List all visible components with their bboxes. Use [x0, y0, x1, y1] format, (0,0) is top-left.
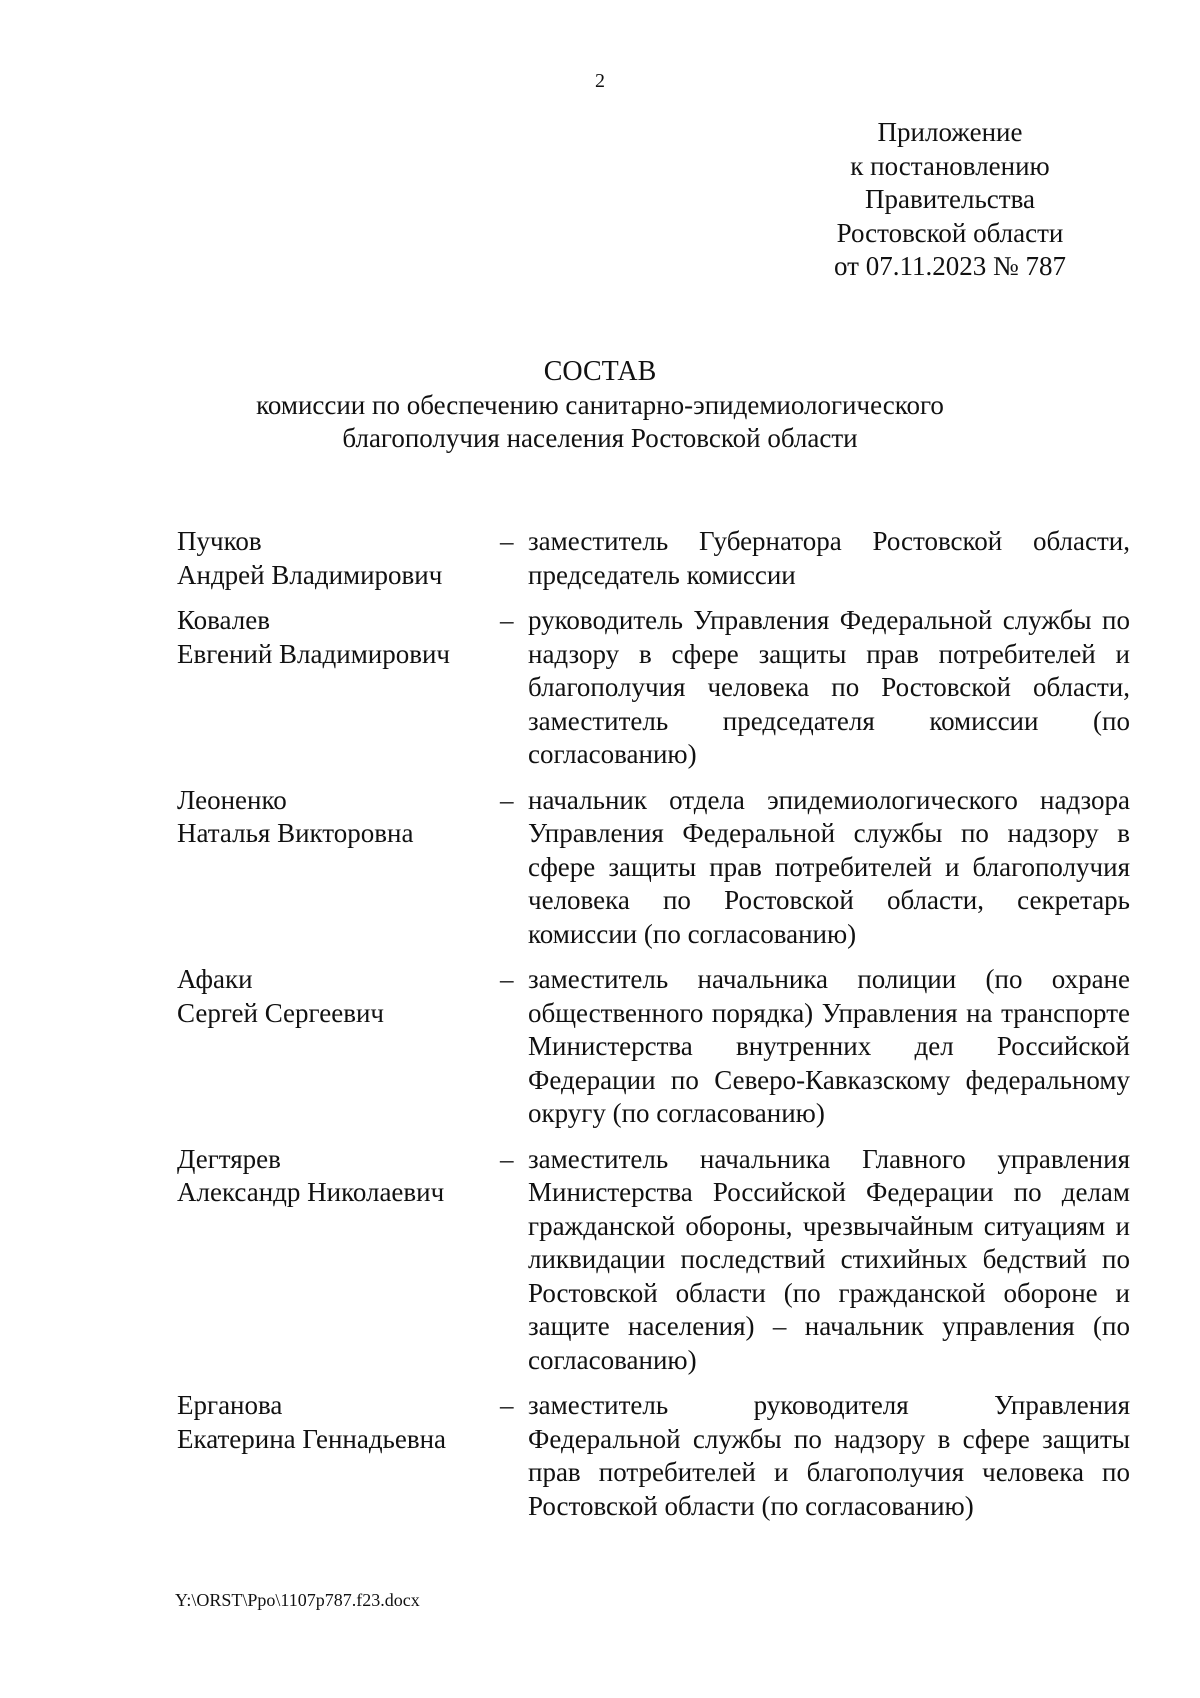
member-given-name: Наталья Викторовна	[177, 818, 414, 848]
member-given-name: Сергей Сергеевич	[177, 997, 385, 1028]
member-surname: Леоненко	[177, 784, 287, 815]
appendix-line: Ростовской области	[836, 217, 1064, 248]
member-row	[177, 963, 1130, 1131]
title-line-2: благополучия населения Ростовской области	[342, 423, 858, 453]
member-row	[177, 784, 1130, 952]
member-row	[177, 525, 1130, 592]
member-role: заместитель начальника полиции (по охране общественного порядка) Управления на транспорте Министерства внутренних дел Российской Федерации по Северо-Кавказскому федеральному округу (по согласованию)	[528, 964, 1130, 1128]
member-row	[177, 1143, 1130, 1378]
document-title	[0, 355, 1200, 456]
member-surname: Ковалев	[177, 605, 270, 635]
member-name	[177, 784, 497, 952]
page-number: 2	[595, 70, 605, 92]
member-dash: –	[500, 964, 514, 994]
member-dash: –	[500, 1390, 514, 1420]
appendix-line: к постановлению	[850, 150, 1050, 181]
appendix-block	[820, 116, 1080, 284]
member-surname: Афаки	[177, 964, 253, 994]
member-given-name: Екатерина Геннадьевна	[177, 1423, 447, 1454]
member-dash: –	[500, 605, 514, 635]
member-given-name: Александр Николаевич	[177, 1177, 445, 1207]
member-name	[177, 525, 497, 592]
member-name	[177, 963, 497, 1131]
member-row	[177, 604, 1130, 772]
appendix-line: Приложение	[877, 117, 1023, 147]
appendix-line: Правительства	[865, 184, 1035, 214]
member-list	[177, 525, 1130, 1535]
member-name	[177, 1389, 497, 1523]
member-role: начальник отдела эпидемиологического надзора Управления Федеральной службы по надзору в сфере защиты прав потребителей и благополучия человека по Ростовской области, секретарь комиссии (по согласованию)	[528, 784, 1130, 949]
member-surname: Дегтярев	[177, 1143, 281, 1174]
member-role: руководитель Управления Федеральной службы по надзору в сфере защиты прав потребителей и благополучия человека по Ростовской области, заместитель председателя комиссии (по согласованию)	[528, 605, 1130, 769]
member-surname: Ерганова	[177, 1390, 283, 1420]
appendix-line: от 07.11.2023 № 787	[834, 251, 1066, 281]
member-name	[177, 604, 497, 772]
member-role: заместитель начальника Главного управления Министерства Российской Федерации по делам гражданской обороны, чрезвычайным ситуациям и ликвидации последствий стихийных бедствий по Ростовской области (по гражданской обороне и защите населения) – начальник управления (по согласованию)	[528, 1143, 1130, 1375]
title-line-1: комиссии по обеспечению санитарно-эпидемиологического	[256, 389, 944, 420]
member-row	[177, 1389, 1130, 1523]
member-dash: –	[500, 784, 514, 815]
member-name	[177, 1143, 497, 1378]
member-given-name: Андрей Владимирович	[177, 559, 443, 590]
member-role: заместитель Губернатора Ростовской области, председатель комиссии	[528, 526, 1130, 590]
title-main: СОСТАВ	[543, 356, 657, 387]
file-path: Y:\ORST\Ppo\1107p787.f23.docx	[175, 1590, 420, 1610]
member-given-name: Евгений Владимирович	[177, 638, 451, 669]
member-dash: –	[500, 526, 514, 556]
member-role: заместитель руководителя Управления Федеральной службы по надзору в сфере защиты прав потребителей и благополучия человека по Ростовской области (по согласованию)	[528, 1390, 1130, 1521]
member-dash: –	[500, 1143, 514, 1174]
member-surname: Пучков	[177, 526, 262, 556]
